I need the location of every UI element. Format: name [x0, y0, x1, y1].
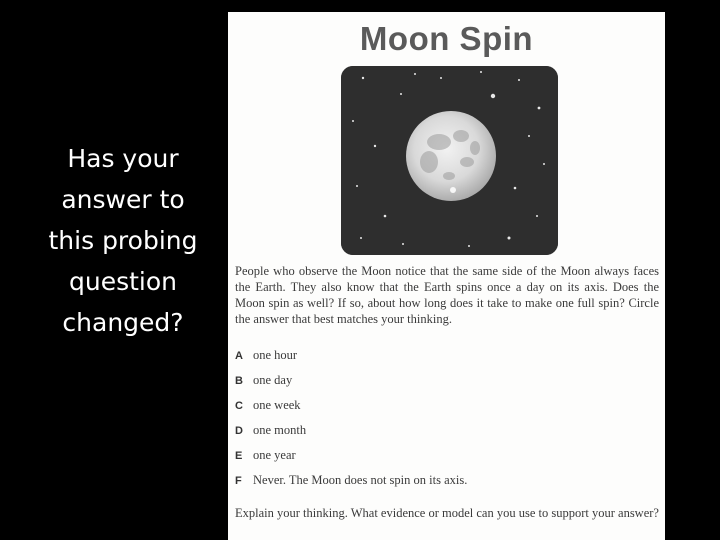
option-letter: D [235, 424, 243, 437]
option-text: one year [253, 448, 296, 462]
worksheet-title: Moon Spin [359, 20, 534, 57]
answer-options [235, 343, 467, 493]
option-text: one week [253, 398, 301, 412]
explain-prompt: Explain your thinking. What evidence or model can you use to support your answer? [235, 506, 659, 520]
option-b[interactable] [235, 368, 467, 393]
worksheet-page [228, 12, 665, 540]
option-a[interactable] [235, 343, 467, 368]
option-letter: B [235, 374, 243, 387]
moon-photo [341, 66, 558, 255]
option-letter: F [235, 474, 242, 487]
option-letter: A [235, 349, 243, 362]
option-d[interactable] [235, 418, 467, 443]
option-f[interactable] [235, 468, 467, 493]
probing-question-prompt: Has your answer to this probing question changed? [48, 144, 198, 337]
option-text: Never. The Moon does not spin on its axis. [253, 473, 468, 487]
moon-image [341, 66, 558, 255]
option-letter: C [235, 399, 243, 412]
option-text: one day [253, 373, 293, 387]
option-text: one hour [253, 348, 298, 362]
option-letter: E [235, 449, 243, 462]
option-e[interactable] [235, 443, 467, 468]
option-c[interactable] [235, 393, 467, 418]
question-description: People who observe the Moon notice that the same side of the Moon always faces the Earth. They also know that the Earth spins once a day on its axis. Does the Moon spin as well? If so, about how long does it take to make one full spin? Circle the answer that best matches your thinking. [235, 264, 659, 326]
option-text: one month [253, 423, 307, 437]
